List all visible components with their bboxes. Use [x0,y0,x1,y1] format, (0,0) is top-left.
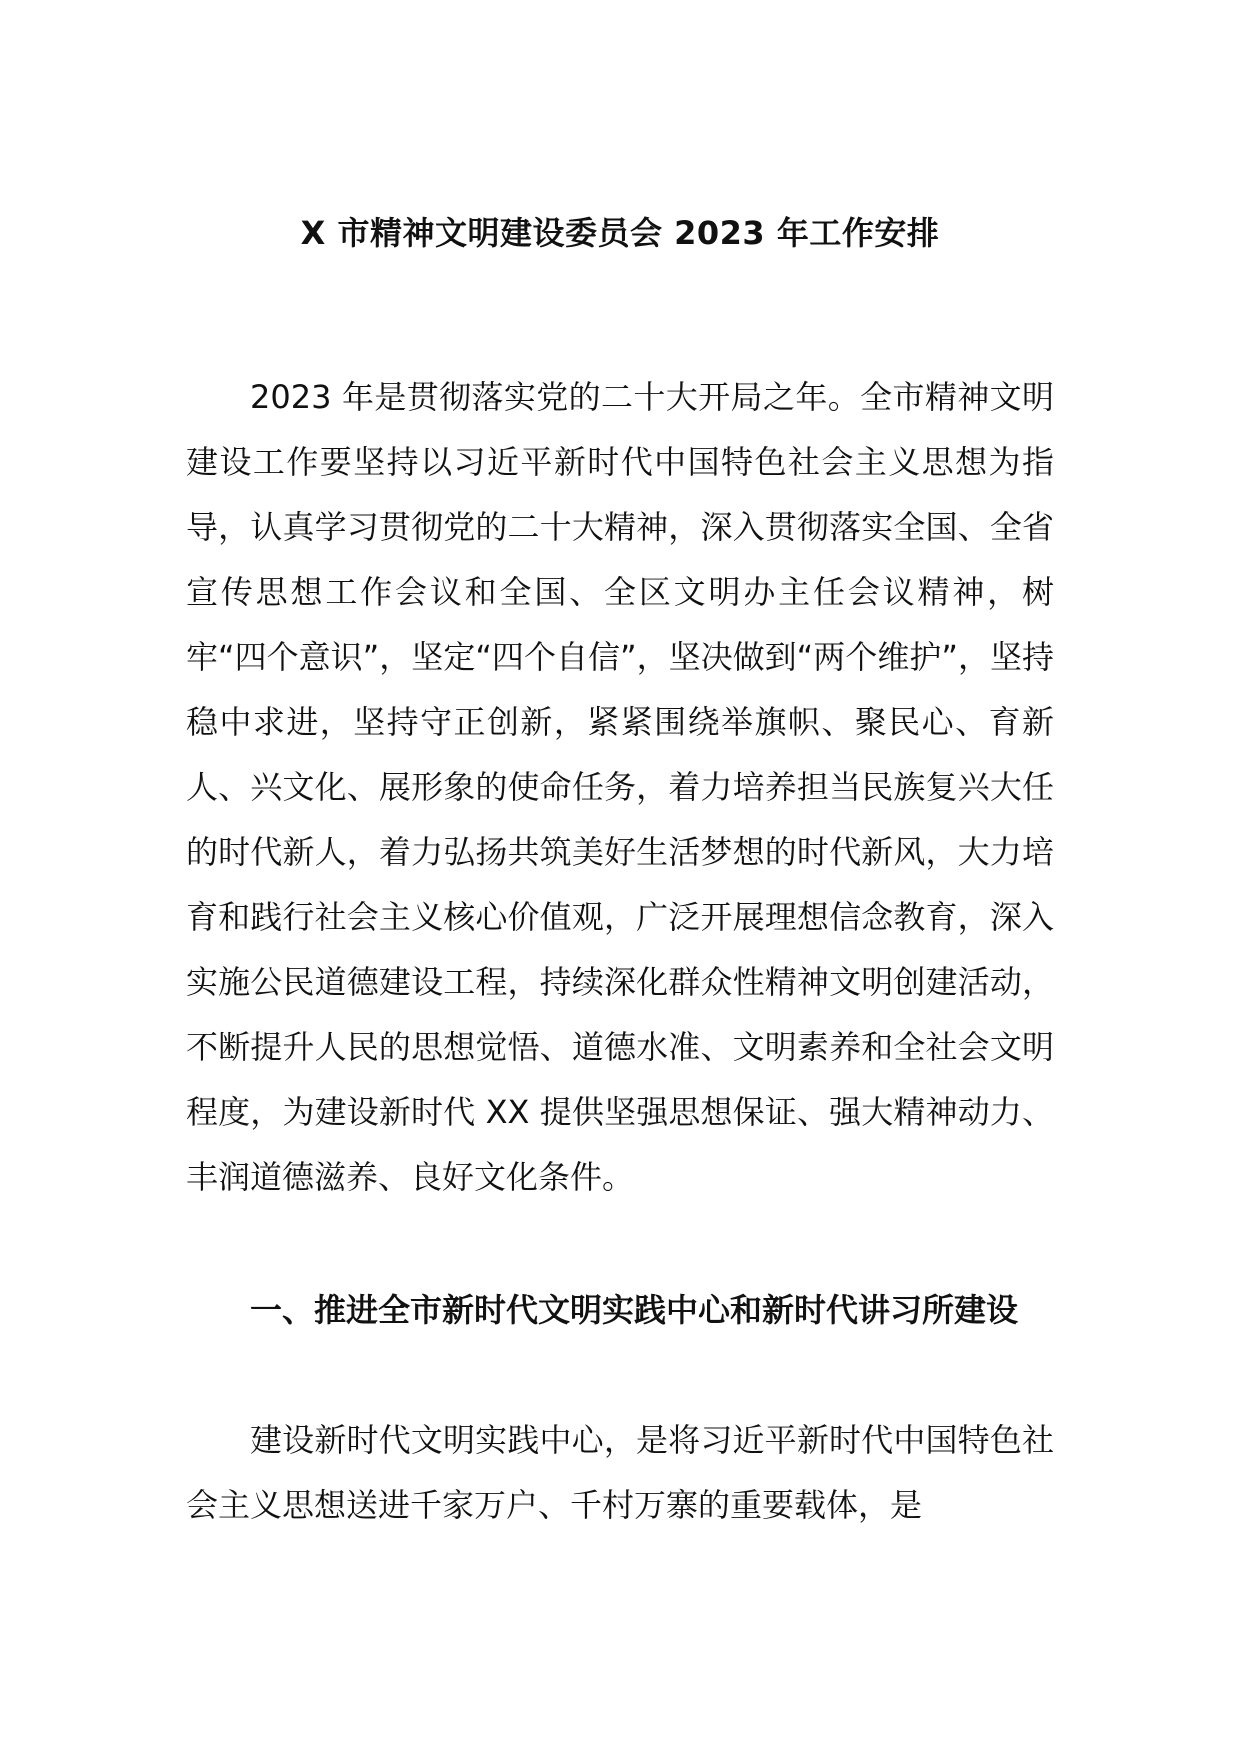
section-heading-1: 一、推进全市新时代文明实践中心和新时代讲习所建设 [250,1291,1019,1329]
intro-paragraph: 2023 年是贯彻落实党的二十大开局之年。全市精神文明建设工作要坚持以习近平新时代中国特色社会主义思想为指导，认真学习贯彻党的二十大精神，深入贯彻落实全国、全省宣传思想工作会议和全国、全区文明办主任会议精神，树牢“四个意识”，坚定“四个自信”，坚决做到“两个维护”，坚持稳中求进，坚持守正创新，紧紧围绕举旗帜、聚民心、育新人、兴文化、展形象的使命任务，着力培养担当民族复兴大任的时代新人，着力弘扬共筑美好生活梦想的时代新风，大力培育和践行社会主义核心价值观，广泛开展理想信念教育，深入实施公民道德建设工程，持续深化群众性精神文明创建活动，不断提升人民的思想觉悟、道德水准、文明素养和全社会文明程度，为建设新时代 XX 提供坚强思想保证、强大精神动力、丰润道德滋养、良好文化条件。 [186,378,1054,1196]
document-title: X 市精神文明建设委员会 2023 年工作安排 [300,214,940,252]
section-1-paragraph: 建设新时代文明实践中心，是将习近平新时代中国特色社会主义思想送进千家万户、千村万寨的重要载体，是 [186,1421,1054,1524]
